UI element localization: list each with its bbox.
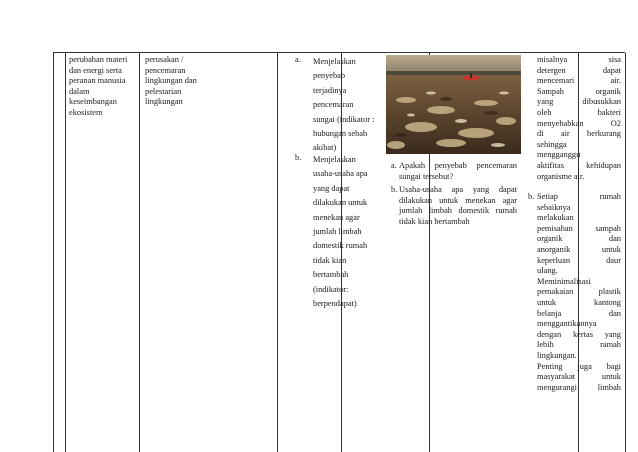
jawaban-line (537, 129, 621, 140)
indikator-line: (indikator: (313, 284, 349, 294)
pertanyaan-line: Apakah penyebab pencemaran (399, 161, 517, 170)
jawaban-line (537, 192, 621, 203)
jawaban-word: Penting (537, 361, 563, 371)
table-column-number (54, 53, 66, 452)
jawaban-word: dapat (602, 65, 621, 75)
jawaban-word: misalnya (537, 55, 568, 64)
kd-line: dan energi serta (69, 65, 122, 75)
jawaban-word: masyarakat (537, 372, 576, 382)
pertanyaan-line: tidak kian bertambah (399, 216, 470, 226)
jawaban-word: dengan (537, 329, 562, 339)
pertanyaan-line: dilakukan untuk menekan agar (399, 195, 517, 205)
jawaban-word: yang (537, 97, 554, 107)
jawaban-line (537, 298, 621, 309)
jawaban-word: untuk (601, 244, 621, 254)
jawaban-line (537, 66, 621, 77)
indikator-line: menekan agar (313, 212, 360, 222)
jawaban-word: berkurang (587, 129, 621, 139)
pertanyaan-line: Usaha-usaha apa yang dapat (399, 185, 517, 194)
indikator-line: tidak kian (313, 255, 347, 265)
jawaban-word: oleh (537, 107, 552, 117)
jawaban-line (537, 256, 621, 267)
indikator-line: jumlah limbah (313, 227, 362, 237)
kd-line: peranan manusia (69, 76, 126, 86)
jawaban-line: melakukan (537, 213, 574, 223)
jawaban-line (537, 372, 621, 383)
jawaban-item-b (537, 192, 621, 393)
jawaban-word: kehidupan (586, 160, 621, 170)
indikator-line: pencemaran (313, 100, 354, 110)
jawaban-word: plastik (598, 287, 621, 297)
table-column-materi (140, 53, 278, 452)
jawaban-line (537, 87, 621, 98)
indikator-line: akibat) (313, 143, 337, 153)
jawaban-word: kertas (572, 329, 593, 339)
jawaban-word: di (537, 129, 544, 139)
materi-text (145, 55, 221, 108)
jawaban-line (537, 97, 621, 108)
materi-line: pelestarian (145, 86, 182, 96)
jawaban-word: untuk (601, 372, 621, 382)
jawaban-word: menyebabkan (537, 118, 584, 128)
materi-line (145, 55, 221, 66)
jawaban-line: sebaiknya (537, 202, 571, 212)
jawaban-lead-text (537, 55, 621, 182)
jawaban-word: dibusukkan (582, 97, 621, 107)
jawaban-line: mengganggu (537, 150, 581, 160)
jawaban-line (537, 161, 621, 172)
pertanyaan-line: jumlah limbah domestik rumah (399, 206, 517, 216)
jawaban-word: daur (606, 255, 621, 265)
kd-line: dalam (69, 86, 90, 96)
jawaban-word: anorganik (537, 244, 571, 254)
jawaban-line (537, 309, 621, 320)
indikator-line: hubungan sebab (313, 129, 368, 139)
jawaban-line: Meminimalisasi (537, 276, 591, 286)
jawaban-word: lebih (537, 340, 554, 350)
materi-line-text: perusakan / (145, 55, 184, 64)
pertanyaan-marker-b: b. (391, 185, 398, 194)
jawaban-word: pemisahan (537, 223, 573, 233)
pertanyaan-item-a (399, 161, 517, 182)
jawaban-word: pemakaian (537, 287, 574, 297)
jawaban-word: organik (537, 234, 563, 244)
jawaban-word: Setiap (537, 192, 558, 201)
polluted-river-photo (386, 55, 521, 154)
jawaban-word: detergen (537, 65, 566, 75)
indikator-line: Menjelaskan (313, 155, 356, 164)
jawaban-word: sampah (595, 223, 621, 233)
materi-line: pencemaran (145, 65, 186, 75)
jawaban-line (537, 119, 621, 130)
river-photo-icon (386, 55, 521, 154)
indikator-item-b (313, 153, 375, 311)
jawaban-word: mengurangi (537, 382, 578, 392)
indikator-line: terjadinya (313, 85, 347, 95)
jawaban-line (537, 76, 621, 87)
jawaban-word: limbah (597, 382, 621, 392)
jawaban-line: menggantikannya (537, 319, 597, 329)
pertanyaan-line: sungai tersebut? (399, 171, 454, 181)
jawaban-line: sehingga (537, 139, 567, 149)
indikator-line: sungai (indikator : (313, 114, 375, 124)
jawaban-word: aktifitas (537, 160, 564, 170)
jawaban-line: lingkungan. (537, 350, 577, 360)
kd-text (69, 55, 137, 119)
indikator-line: yang dapat (313, 183, 350, 193)
jawaban-word: air (560, 129, 570, 139)
jawaban-word: juga (577, 361, 592, 371)
jawaban-line (537, 287, 621, 298)
jawaban-line (537, 330, 621, 341)
jawaban-word: Sampah (537, 86, 564, 96)
kd-line: keseimbangan (69, 97, 117, 107)
jawaban-word: bagi (606, 361, 621, 371)
jawaban-line (537, 108, 621, 119)
indikator-line: domestik rumah (313, 241, 368, 251)
jawaban-line (537, 245, 621, 256)
indikator-line: penyebab (313, 71, 346, 81)
jawaban-line (537, 224, 621, 235)
jawaban-line (537, 340, 621, 351)
jawaban-word: sisa (608, 55, 621, 64)
indikator-marker-b: b. (295, 153, 302, 162)
jawaban-word: organik (595, 86, 621, 96)
jawaban-word: yang (604, 329, 621, 339)
jawaban-marker-b: b. (528, 192, 535, 201)
jawaban-line (537, 55, 621, 66)
jawaban-word: dan (608, 234, 621, 244)
jawaban-line: ulang. (537, 266, 558, 276)
jawaban-word: O2 (610, 118, 621, 128)
kd-line: perubahan materi (69, 55, 128, 64)
materi-line: lingkungan (145, 97, 183, 107)
jawaban-line (537, 383, 621, 394)
jawaban-word: ramah (600, 340, 621, 350)
pertanyaan-marker-a: a. (391, 161, 397, 170)
materi-line: lingkungan dan (145, 76, 197, 86)
jawaban-word: air. (610, 76, 621, 86)
indikator-line: Menjelaskan (313, 57, 356, 66)
pertanyaan-item-b (399, 185, 517, 227)
jawaban-word: untuk (537, 297, 557, 307)
indikator-marker-a: a. (295, 55, 301, 64)
jawaban-word: dan (608, 308, 621, 318)
jawaban-word: rumah (599, 192, 621, 201)
jawaban-line (537, 234, 621, 245)
jawaban-word: belanja (537, 308, 562, 318)
indikator-line: dilakukan untuk (313, 198, 368, 208)
indikator-item-a (313, 55, 375, 156)
jawaban-word: bakteri (597, 107, 621, 117)
jawaban-line: organisme air. (537, 171, 585, 181)
indikator-line: usaha-usaha apa (313, 169, 368, 179)
jawaban-word: mencemari (537, 76, 575, 86)
jawaban-line (537, 362, 621, 373)
jawaban-word: kantong (594, 297, 621, 307)
jawaban-word: keperluan (537, 255, 571, 265)
indikator-line: berpendapat) (313, 299, 357, 309)
kd-line: ekosistem (69, 107, 103, 117)
indikator-line: bertambah (313, 270, 349, 280)
